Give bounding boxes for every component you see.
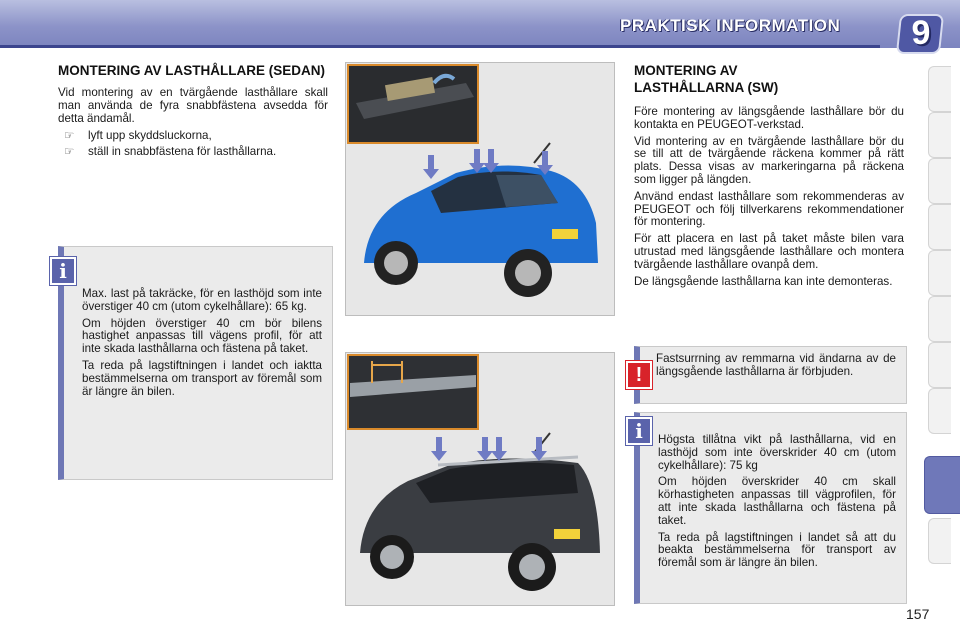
warning-icon: ! — [626, 361, 652, 389]
pointer-icon: ☞ — [64, 129, 75, 143]
section-tab[interactable] — [928, 342, 951, 388]
section-tab[interactable] — [928, 66, 951, 112]
sw-section: MONTERING AV LASTHÅLLARNA (SW) Före montering av längsgående lasthållare bör du kontakta en PEUGEOT-verkstad. Vid montering av en tvärgående lasthållare bör du se till att de tvärgående räckena kommer på rätt plats. Dessa visas av markeringarna på räckena som ligger på längden. Använd endast lasthållare som rekommenderas av PEUGEOT och följ tillverkarens rekommendationer för montering. För att placera en last på taket måste bilen vara utrustad med längsgående lasthållare och montera tvärgående lasthållare ovanpå dem. De längsgående lasthållarna kan inte demonteras. — [634, 63, 904, 288]
section-tab[interactable] — [928, 158, 951, 204]
sw-car-illustration — [346, 353, 614, 605]
pointer-icon: ☞ — [64, 145, 75, 159]
sedan-heading: MONTERING AV LASTHÅLLARE (SEDAN) — [58, 63, 325, 78]
bullet-item: ☞ ställ in snabbfästena för lasthållarna. — [64, 145, 277, 159]
section-tab[interactable] — [928, 518, 951, 564]
warning-text-container — [656, 353, 896, 383]
info-box-sedan-text: Max. last på takräcke, för en lasthöjd som inte överstiger 40 cm (utom cykelhållare): 65 kg. Om höjden överstiger 40 cm bör bilens hastighet anpassas till vägens profil, för att inte skada lasthållarna och fästena på taket. Ta reda på lagstiftningen i landet och iaktta bestämmelserna om transport av föremål som är längre än bilen. — [82, 287, 322, 398]
header-line — [0, 45, 880, 48]
info-icon: i — [50, 257, 76, 285]
section-tab[interactable] — [928, 388, 951, 434]
sw-car-image — [345, 352, 615, 606]
warning-text: Fastsurrning av remmarna vid ändarna av de längsgående lasthållarna är förbjuden. — [656, 352, 896, 378]
section-tab[interactable] — [928, 112, 951, 158]
section-tab[interactable] — [928, 296, 951, 342]
sedan-intro: Vid montering av en tvärgående lasthållare skall man använda de fyra snabbfästena avsedda för detta ändamål. — [58, 86, 328, 125]
sedan-car-illustration — [346, 63, 614, 315]
section-tab[interactable] — [928, 250, 951, 296]
section-tabs — [928, 66, 960, 576]
section-tab-active[interactable] — [924, 456, 960, 514]
info-box-sw-text: Högsta tillåtna vikt på lasthållarna, vid en lasthöjd som inte överskrider 40 cm (utom cykelhållare): 75 kg Om höjden överskrider 40 cm skall körhastigheten anpassas till vägprofilen, för att inte skada lasthållarna och fästena på taket. Ta reda på lagstiftningen i landet så att du beakta bestämmelserna för transport av föremål som är längre än bilen. — [658, 433, 896, 570]
sedan-section — [58, 62, 328, 161]
bullet-item: ☞ lyft upp skyddsluckorna, — [64, 129, 212, 143]
chapter-number: 9 — [911, 14, 931, 52]
info-icon: i — [626, 417, 652, 445]
section-tab[interactable] — [928, 204, 951, 250]
page-number: 157 — [906, 606, 930, 622]
sedan-car-image — [345, 62, 615, 316]
chapter-title: PRAKTISK INFORMATION — [620, 16, 841, 35]
sw-heading: MONTERING AV LASTHÅLLARNA (SW) — [634, 63, 779, 95]
